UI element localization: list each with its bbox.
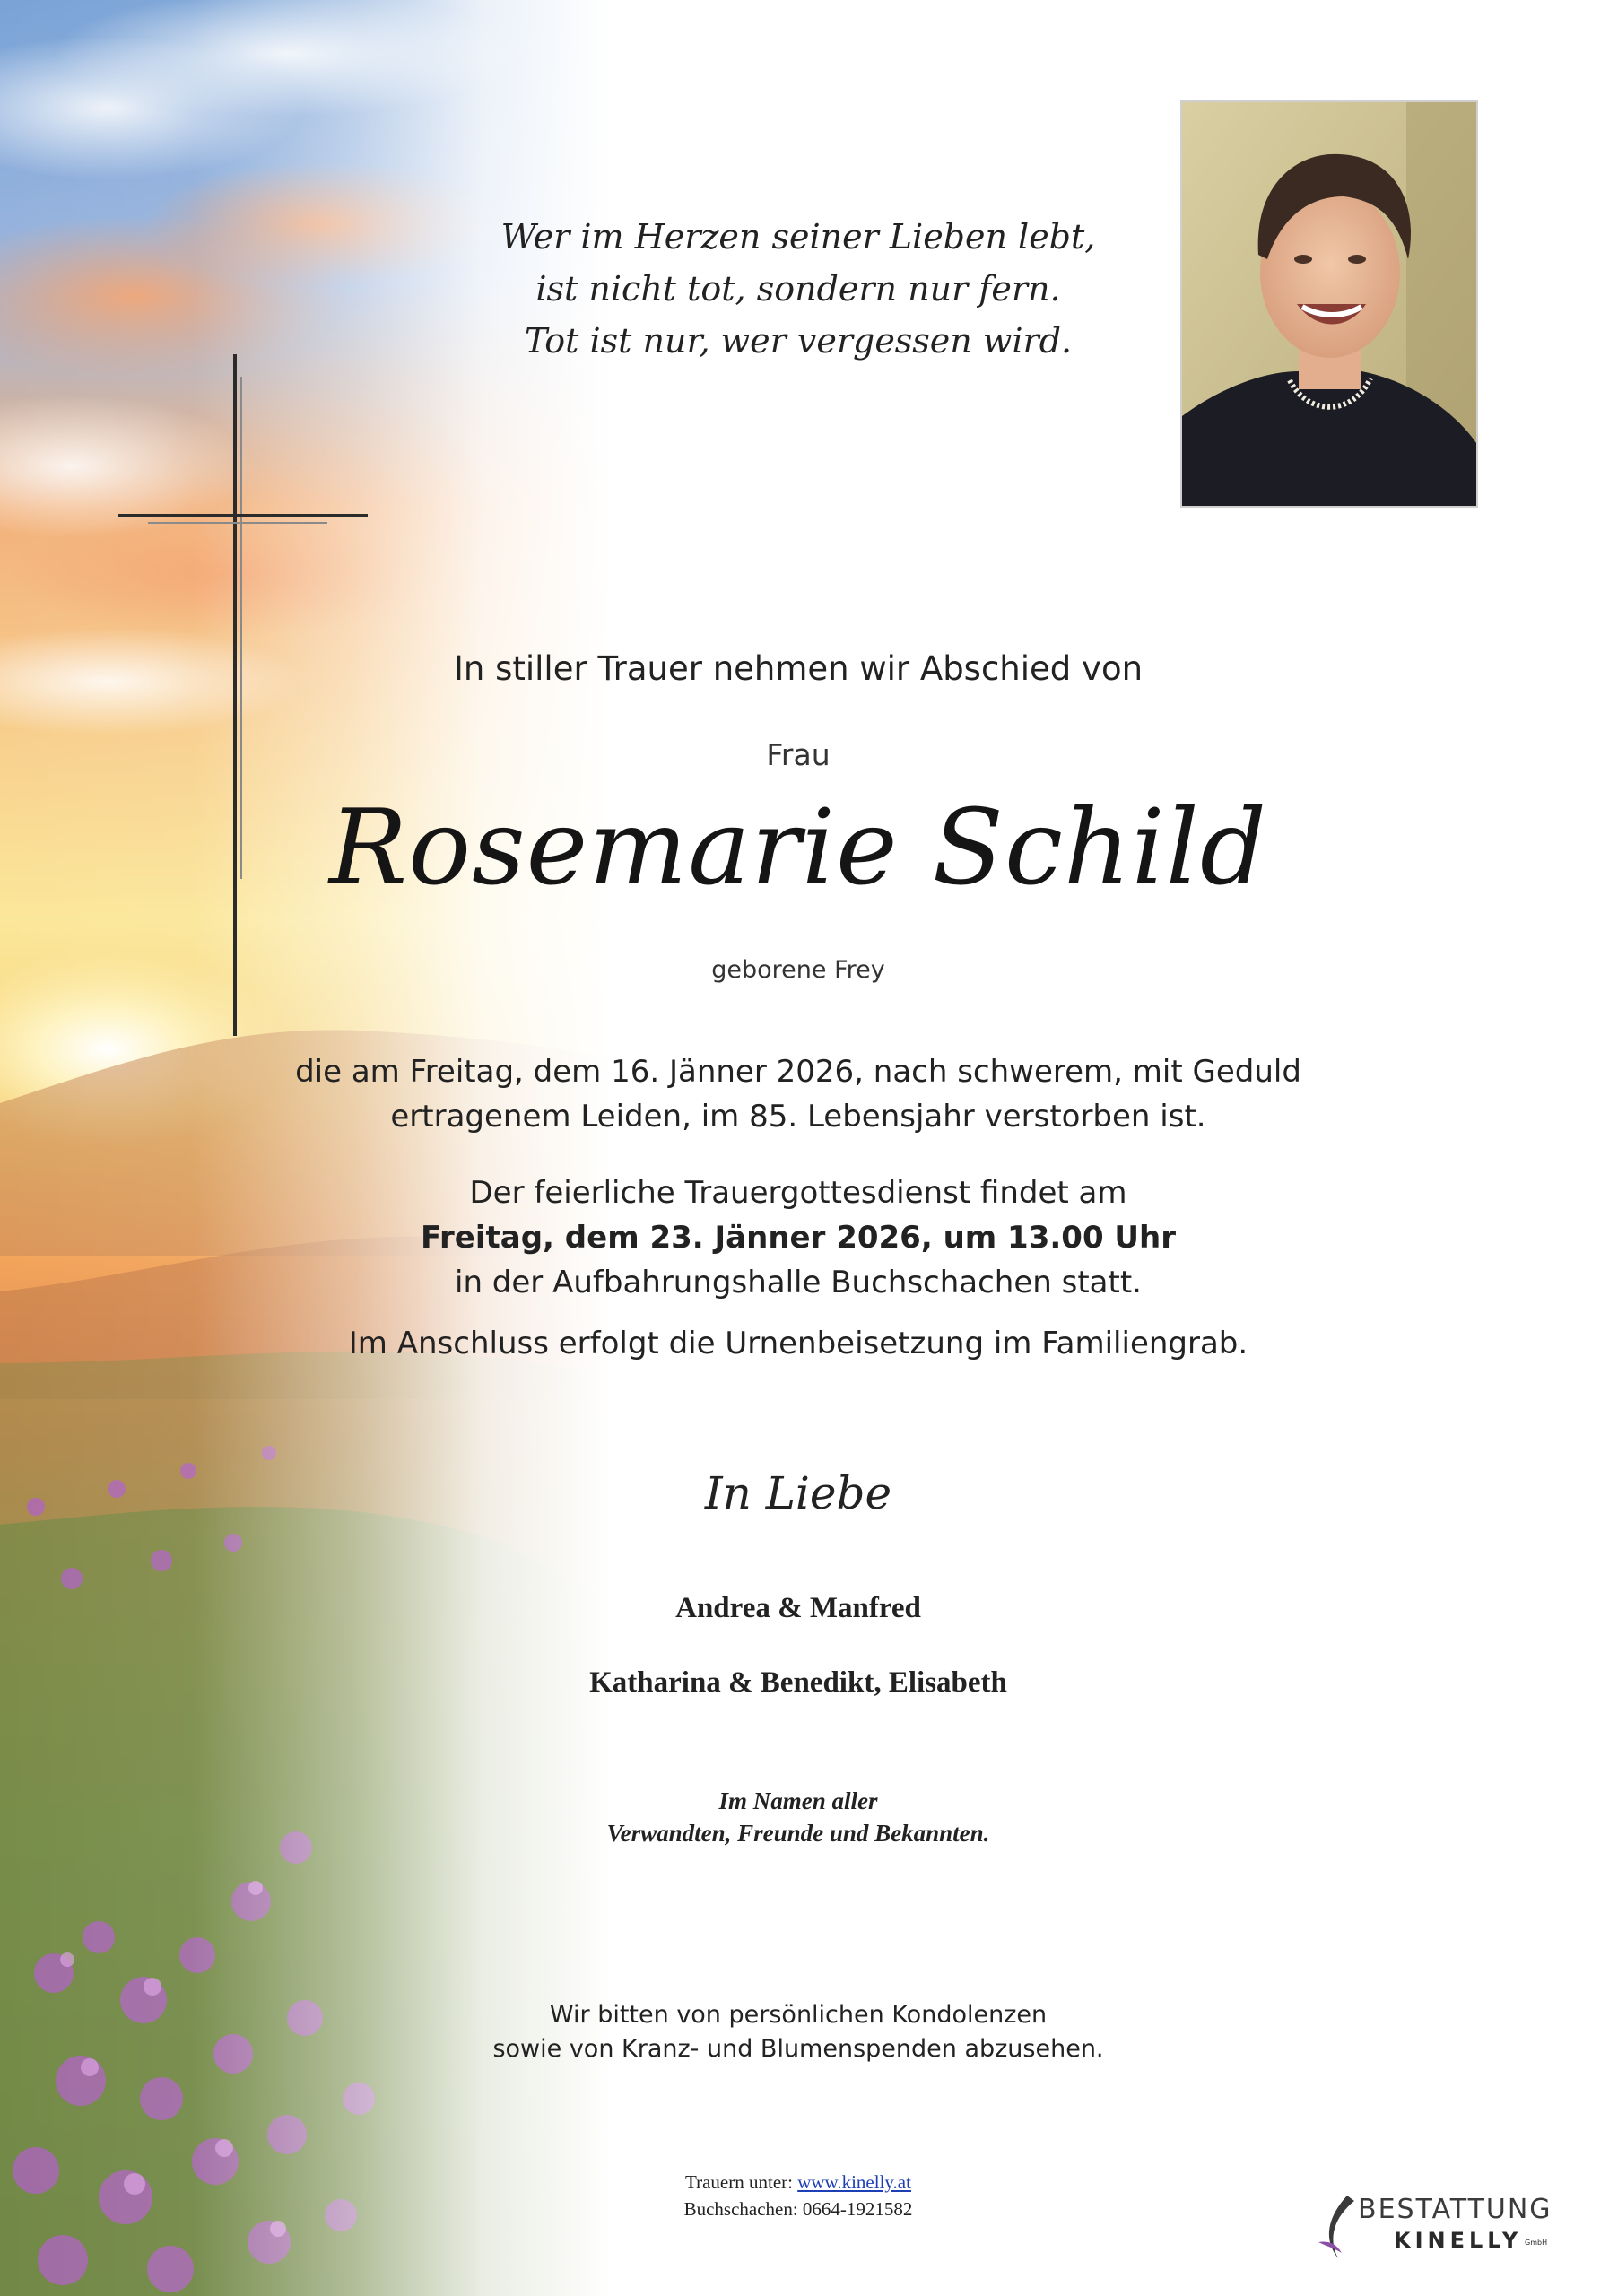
service-notice <box>269 1170 1327 1305</box>
request-line: sowie von Kranz- und Blumenspenden abzusehen. <box>492 2035 1104 2063</box>
contact-phone: Buchschachen: 0664-1921582 <box>683 2198 913 2220</box>
funeral-home-logo <box>1311 2188 1553 2269</box>
memorial-verse <box>466 211 1130 367</box>
logo-text-bottom: KINELLY <box>1394 2228 1523 2253</box>
website-link[interactable]: www.kinelly.at <box>797 2171 911 2193</box>
service-line: Der feierliche Trauergottesdienst findet am <box>469 1175 1127 1211</box>
verse-line: ist nicht tot, sondern nur fern. <box>535 269 1061 309</box>
request-line: Wir bitten von persönlichen Kondolenzen <box>549 2001 1048 2029</box>
family-member: Andrea & Manfred <box>675 1592 921 1624</box>
death-notice <box>269 1049 1327 1139</box>
verse-line: Tot ist nur, wer vergessen wird. <box>524 321 1073 361</box>
maiden-name: geborene Frey <box>711 956 885 984</box>
burial-notice: Im Anschluss erfolgt die Urnenbeisetzung im Familiengrab. <box>348 1326 1248 1361</box>
death-notice-line: die am Freitag, dem 16. Jänner 2026, nach schwerem, mit Geduld <box>295 1054 1301 1090</box>
verse-line: Wer im Herzen seiner Lieben lebt, <box>500 217 1096 257</box>
intro-text: In stiller Trauer nehmen wir Abschied von <box>453 649 1144 688</box>
contact-label: Trauern unter: <box>685 2171 793 2193</box>
honorific: Frau <box>766 737 831 772</box>
on-behalf-of <box>448 1785 1148 1849</box>
logo-suffix: GmbH <box>1525 2239 1548 2247</box>
contact-info <box>574 2169 1022 2222</box>
on-behalf-line: Im Namen aller <box>718 1787 878 1814</box>
in-love-heading: In Liebe <box>704 1467 892 1519</box>
logo-swoosh-icon <box>1311 2188 1365 2269</box>
condolence-request <box>386 1998 1211 2066</box>
deceased-name: Rosemarie Schild <box>328 787 1268 909</box>
service-date: Freitag, dem 23. Jänner 2026, um 13.00 Uhr <box>420 1220 1177 1256</box>
contact-line <box>574 2169 1022 2196</box>
death-notice-line: ertragenem Leiden, im 85. Lebensjahr verstorben ist. <box>390 1099 1206 1135</box>
logo-text-top: BESTATTUNG <box>1358 2194 1552 2225</box>
on-behalf-line: Verwandten, Freunde und Bekannten. <box>606 1820 990 1847</box>
portrait-photo <box>1180 100 1478 508</box>
service-line: in der Aufbahrungshalle Buchschachen statt. <box>455 1265 1142 1300</box>
family-member: Katharina & Benedikt, Elisabeth <box>589 1666 1007 1699</box>
